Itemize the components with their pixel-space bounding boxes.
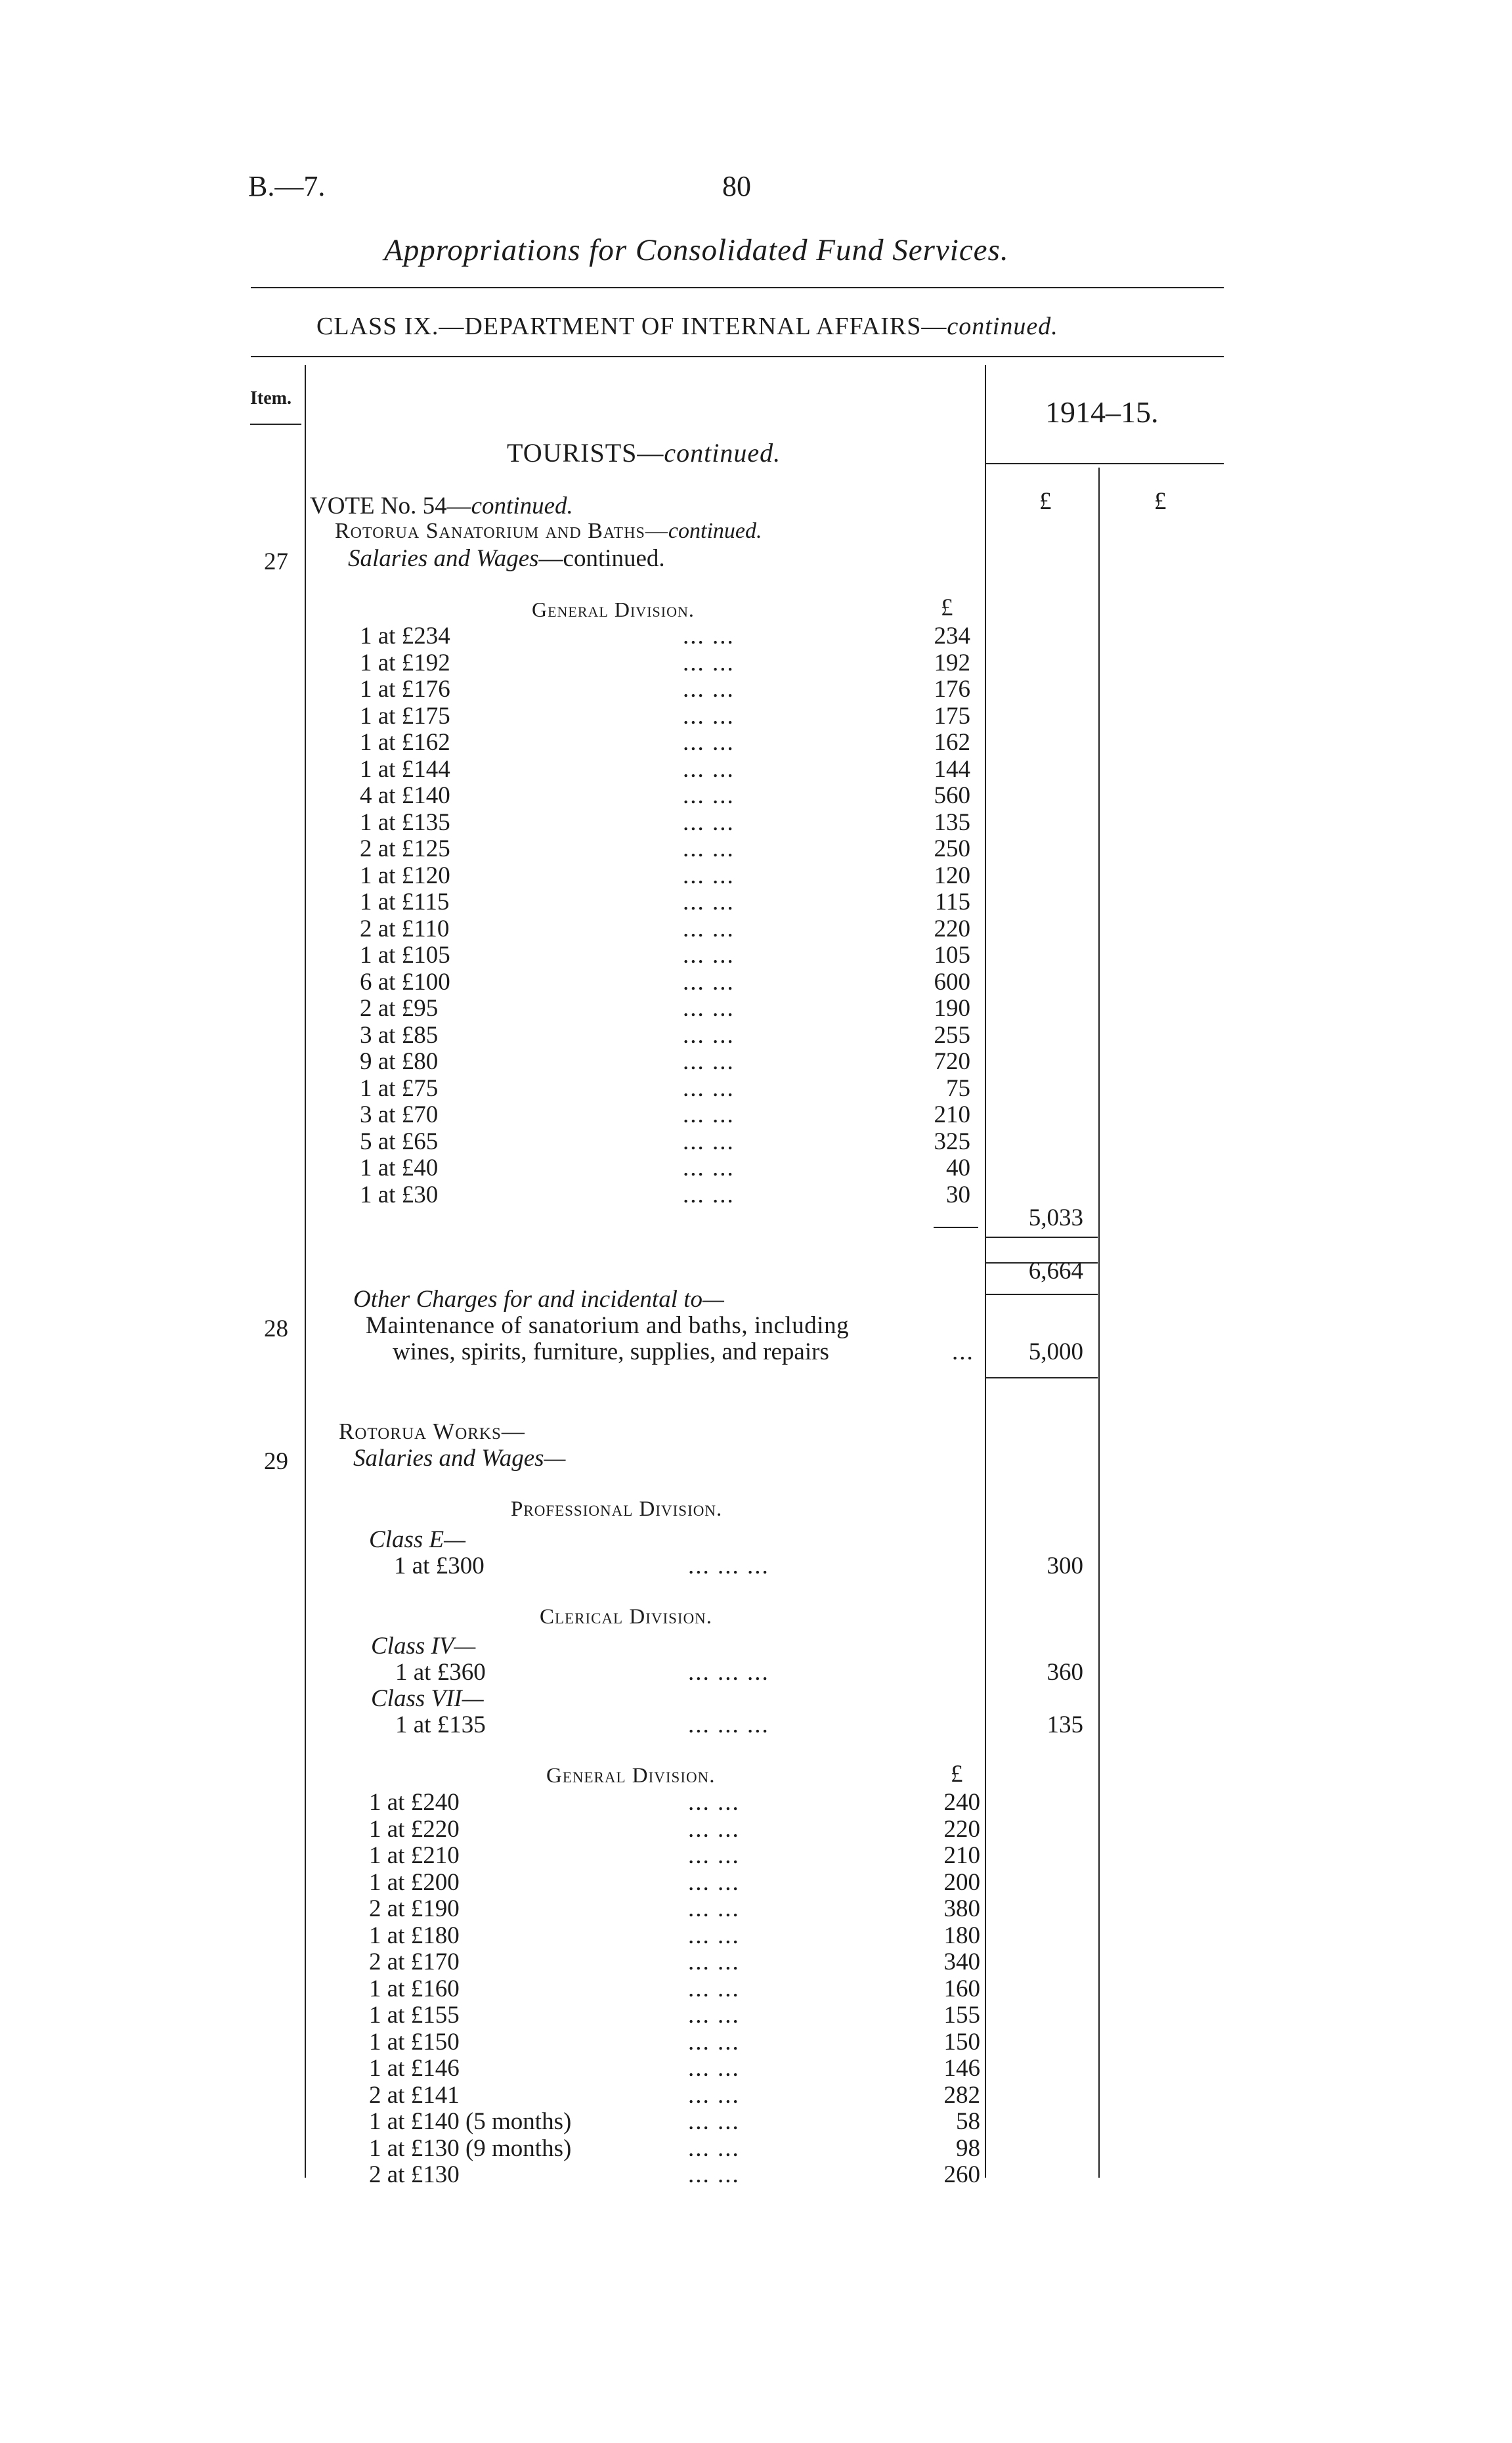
row-amount: 120 [934,862,970,889]
row-leader: ... ... [688,2055,740,2082]
row-leader: ... ... [683,889,735,915]
row-label: 1 at £144 [360,755,450,783]
subtotal-bottom-rule [986,1237,1098,1238]
class-vii-label: Class VII— [371,1685,484,1712]
row-amount: 600 [934,968,970,996]
row-amount: 240 [943,1789,980,1816]
row-label: 1 at £175 [360,702,450,730]
row-amount: 40 [946,1155,970,1181]
row-label: 1 at £130 (9 months) [369,2134,572,2162]
row-label: 1 at £176 [360,676,450,703]
row-leader: ... ... [688,2002,740,2029]
row-label: 1 at £140 (5 months) [369,2108,572,2135]
row-amount: 190 [934,995,970,1022]
row-amount: 220 [943,1815,980,1843]
row-label: 1 at £155 [369,2002,460,2029]
row-amount: 340 [943,1948,980,1975]
row-label: 1 at £160 [369,1975,460,2002]
maintenance-line-2: wines, spirits, furniture, supplies, and repairs [393,1338,829,1365]
row-leader: ... ... [683,995,735,1022]
row-label: 2 at £125 [360,835,450,862]
vote-line: VOTE No. 54—continued. [310,493,573,519]
row-leader: ... ... [688,2134,740,2162]
row-label: 3 at £70 [360,1101,439,1128]
row-leader: ... ... [688,1868,740,1896]
row-amount: 210 [943,1842,980,1869]
row-label: 2 at £95 [360,995,439,1022]
other-charges-heading: Other Charges for and incidental to— [353,1286,724,1313]
row-leader: ... ... [683,729,735,756]
salaries-heading: Salaries and Wages—continued. [348,545,665,572]
row-label: 1 at £234 [360,623,450,649]
row-amount: 115 [934,889,970,915]
row-leader: ... ... [683,649,735,676]
row-leader: ... ... [688,2081,740,2109]
item-number-29: 29 [264,1448,288,1475]
clerical-division-heading: Clerical Division. [540,1605,713,1629]
row-leader: ... ... [683,1181,735,1208]
row-label: 6 at £100 [360,968,450,996]
row-amount: 155 [943,2002,980,2029]
item-column-header: Item. [250,388,292,408]
row-label: 1 at £240 [369,1789,460,1816]
row-amount: 162 [934,729,970,756]
professional-division-heading: Professional Division. [511,1497,723,1521]
row-amount: 255 [934,1021,970,1049]
row-amount: 105 [934,942,970,969]
maintenance-bottom-rule [986,1377,1098,1378]
row-amount: 560 [934,782,970,809]
general-division-pound: £ [941,594,953,621]
row-label: 1 at £200 [369,1868,460,1896]
class-iv-leader: ... ... ... [688,1659,769,1686]
row-label: 3 at £85 [360,1021,439,1049]
row-label: 5 at £65 [360,1128,439,1155]
row-leader: ... ... [683,862,735,889]
row-label: 1 at £146 [369,2055,460,2082]
header-rule [251,356,1224,357]
total-bottom-rule [986,1294,1098,1295]
pound-symbol-b: £ [1154,488,1167,515]
row-label: 4 at £140 [360,782,450,809]
works-salaries-heading: Salaries and Wages— [353,1445,566,1472]
row-amount: 58 [956,2108,980,2135]
class-e-row-label: 1 at £300 [394,1552,485,1579]
class-vii-row-label: 1 at £135 [395,1711,486,1738]
row-label: 1 at £115 [360,889,450,915]
row-label: 1 at £75 [360,1074,439,1102]
row-leader: ... ... [688,1895,740,1922]
page-number: 80 [722,170,751,202]
row-leader: ... ... [688,1948,740,1975]
class-iv-row-label: 1 at £360 [395,1659,486,1686]
row-leader: ... ... [688,1975,740,2002]
works-general-division-heading: General Division. [546,1764,716,1788]
title-rule [251,287,1224,288]
row-leader: ... ... [688,1842,740,1869]
subtotal-amount: 5,033 [1028,1204,1083,1231]
class-heading: CLASS IX.—DEPARTMENT OF INTERNAL AFFAIRS—continued. [316,313,1058,340]
vote-subheading: Rotorua Sanatorium and Baths—continued. [335,519,762,543]
row-label: 2 at £170 [369,1948,460,1975]
row-amount: 192 [934,649,970,676]
row-leader: ... ... [683,1074,735,1102]
row-amount: 282 [943,2081,980,2109]
row-leader: ... ... [683,968,735,996]
row-leader: ... ... [683,942,735,969]
row-label: 1 at £30 [360,1181,439,1208]
rotorua-works-heading: Rotorua Works— [339,1419,525,1444]
page-title: Appropriations for Consolidated Fund Services. [384,233,1009,267]
row-label: 2 at £190 [369,1895,460,1922]
row-amount: 135 [934,808,970,836]
row-leader: ... ... [683,623,735,649]
maintenance-amount: 5,000 [1028,1338,1083,1365]
row-amount: 30 [946,1181,970,1208]
row-leader: ... ... [688,2028,740,2056]
row-label: 1 at £150 [369,2028,460,2056]
row-label: 1 at £180 [369,1922,460,1949]
row-label: 2 at £141 [369,2081,460,2109]
class-e-amount: 300 [1047,1552,1083,1579]
row-label: 1 at £120 [360,862,450,889]
maintenance-line-1: Maintenance of sanatorium and baths, including [366,1312,850,1339]
row-leader: ... ... [683,1048,735,1075]
row-amount: 250 [934,835,970,862]
row-leader: ... ... [683,782,735,809]
row-amount: 220 [934,915,970,942]
year-header: 1914–15. [1045,395,1159,429]
row-leader: ... ... [688,1922,740,1949]
row-leader: ... ... [683,915,735,942]
row-amount: 720 [934,1048,970,1075]
row-amount: 260 [943,2161,980,2188]
row-leader: ... ... [683,1021,735,1049]
row-leader: ... ... [683,755,735,783]
row-leader: ... ... [683,808,735,836]
row-amount: 175 [934,702,970,730]
general-division-heading: General Division. [532,598,695,621]
total-amount: 6,664 [1028,1258,1083,1285]
row-label: 1 at £162 [360,729,450,756]
row-leader: ... ... [688,1789,740,1816]
document-reference: B.—7. [248,170,326,202]
row-amount: 200 [943,1868,980,1896]
class-iv-amount: 360 [1047,1659,1083,1686]
class-e-label: Class E— [369,1526,466,1553]
row-label: 1 at £210 [369,1842,460,1869]
row-amount: 150 [943,2028,980,2056]
row-leader: ... ... [683,702,735,730]
year-header-rule [986,463,1224,464]
row-amount: 176 [934,676,970,703]
item-column-divider [305,365,306,2178]
row-label: 1 at £192 [360,649,450,676]
row-leader: ... ... [683,676,735,703]
row-label: 1 at £40 [360,1155,439,1181]
row-leader: ... ... [683,835,735,862]
row-amount: 160 [943,1975,980,2002]
item-number-27: 27 [264,548,288,575]
row-label: 2 at £130 [369,2161,460,2188]
row-leader: ... ... [683,1155,735,1181]
row-leader: ... ... [688,2108,740,2135]
row-leader: ... ... [683,1101,735,1128]
class-iv-label: Class IV— [371,1633,476,1660]
class-e-leader: ... ... ... [688,1552,769,1579]
section-title: TOURISTS—continued. [507,438,781,468]
row-amount: 146 [943,2055,980,2082]
row-amount: 180 [943,1922,980,1949]
row-leader: ... ... [683,1128,735,1155]
row-amount: 380 [943,1895,980,1922]
year-subcolumn-divider [1098,468,1100,2178]
item-header-rule [250,424,301,425]
row-amount: 98 [956,2134,980,2162]
row-label: 1 at £220 [369,1815,460,1843]
row-label: 1 at £105 [360,942,450,969]
works-general-division-pound: £ [951,1761,963,1788]
pound-symbol-a: £ [1039,488,1052,515]
row-amount: 210 [934,1101,970,1128]
subtotal-rule [934,1227,978,1228]
maintenance-leader: ... [952,1338,974,1365]
row-label: 1 at £135 [360,808,450,836]
row-label: 2 at £110 [360,915,450,942]
item-number-28: 28 [264,1315,288,1342]
row-amount: 325 [934,1128,970,1155]
row-leader: ... ... [688,1815,740,1843]
class-vii-leader: ... ... ... [688,1711,769,1738]
row-amount: 234 [934,623,970,649]
class-vii-amount: 135 [1047,1711,1083,1738]
row-leader: ... ... [688,2161,740,2188]
row-label: 9 at £80 [360,1048,439,1075]
row-amount: 75 [946,1074,970,1102]
row-amount: 144 [934,755,970,783]
